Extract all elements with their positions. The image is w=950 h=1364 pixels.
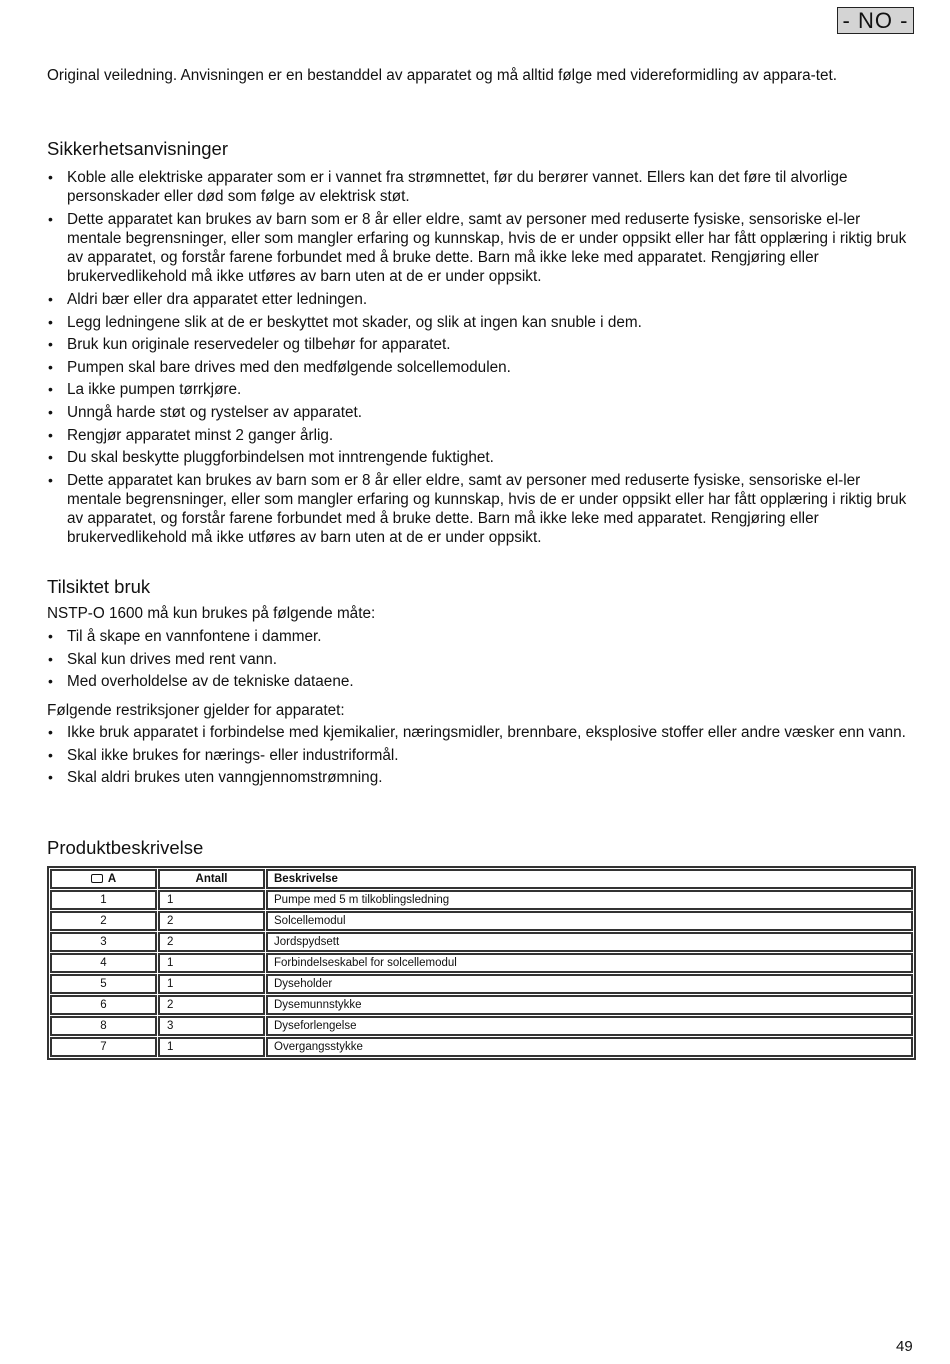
cell-qty: 2	[158, 911, 265, 931]
table-row	[50, 890, 913, 911]
list-item: • Skal ikke brukes for nærings- eller industriformål.	[47, 746, 915, 765]
column-header-ref-label: A	[107, 873, 117, 885]
intended-use-lead: NSTP-O 1600 må kun brukes på følgende måte:	[47, 605, 376, 622]
safety-list	[47, 168, 915, 551]
list-item: • Pumpen skal bare drives med den medfølgende solcellemodulen.	[47, 358, 915, 377]
column-header-desc: Beskrivelse	[266, 869, 913, 889]
safety-heading: Sikkerhetsanvisninger	[47, 138, 228, 159]
restrictions-lead: Følgende restriksjoner gjelder for apparatet:	[47, 702, 345, 719]
cell-desc: Pumpe med 5 m tilkoblingsledning	[266, 890, 913, 910]
cell-qty: 1	[158, 974, 265, 994]
cell-qty: 1	[158, 1037, 265, 1057]
list-item: • Aldri bær eller dra apparatet etter ledningen.	[47, 290, 915, 309]
cell-ref: 5	[50, 974, 157, 994]
list-item: • Dette apparatet kan brukes av barn som er 8 år eller eldre, samt av personer med reduserte fysiske, sensoriske el-ler mentale begrensninger, eller som mangler erfaring og kunnskap, hvis de er under oppsikt eller har fått opplæring i riktig bruk av apparatet, og forstår farene forbundet med å bruke dette. Barn må ikke leke med apparatet. Rengjøring eller brukervedlikehold må ikke utføres av barn uten at de er under oppsikt.	[47, 210, 915, 287]
cell-ref: 7	[50, 1037, 157, 1057]
table-header-row	[50, 869, 913, 890]
list-item: • Med overholdelse av de tekniske dataene.	[47, 672, 915, 691]
cell-desc: Forbindelseskabel for solcellemodul	[266, 953, 913, 973]
intended-use-heading: Tilsiktet bruk	[47, 576, 151, 597]
cell-desc: Dyseforlengelse	[266, 1016, 913, 1036]
cell-ref: 1	[50, 890, 157, 910]
cell-qty: 3	[158, 1016, 265, 1036]
column-header-ref	[50, 869, 157, 889]
restrictions-list	[47, 723, 915, 791]
column-header-qty: Antall	[158, 869, 265, 889]
list-item: • La ikke pumpen tørrkjøre.	[47, 380, 915, 399]
list-item: • Skal kun drives med rent vann.	[47, 650, 915, 669]
list-item: • Rengjør apparatet minst 2 ganger årlig.	[47, 426, 915, 445]
cell-ref: 2	[50, 911, 157, 931]
cell-desc: Overgangsstykke	[266, 1037, 913, 1057]
table-row	[50, 932, 913, 953]
page-number: 49	[896, 1338, 913, 1355]
cell-desc: Solcellemodul	[266, 911, 913, 931]
list-item: • Du skal beskytte pluggforbindelsen mot inntrengende fuktighet.	[47, 448, 915, 467]
book-icon	[91, 874, 103, 883]
list-item: • Til å skape en vannfontene i dammer.	[47, 627, 915, 646]
table-row	[50, 911, 913, 932]
language-badge: - NO -	[837, 7, 914, 34]
table-row	[50, 974, 913, 995]
table-row	[50, 953, 913, 974]
list-item: • Legg ledningene slik at de er beskyttet mot skader, og slik at ingen kan snuble i dem.	[47, 313, 915, 332]
cell-qty: 2	[158, 932, 265, 952]
table-row	[50, 1016, 913, 1037]
table-row	[50, 1037, 913, 1058]
list-item: • Bruk kun originale reservedeler og tilbehør for apparatet.	[47, 335, 915, 354]
list-item: • Koble alle elektriske apparater som er i vannet fra strømnettet, før du berører vannet. Ellers kan det føre til alvorlige personskader eller død som følge av elektrisk støt.	[47, 168, 915, 206]
intended-use-list	[47, 627, 915, 695]
list-item: • Skal aldri brukes uten vanngjennomstrømning.	[47, 768, 915, 787]
cell-desc: Jordspydsett	[266, 932, 913, 952]
cell-ref: 3	[50, 932, 157, 952]
list-item: • Ikke bruk apparatet i forbindelse med kjemikalier, næringsmidler, brennbare, eksplosive stoffer eller andre væsker enn vann.	[47, 723, 915, 742]
cell-ref: 4	[50, 953, 157, 973]
table-row	[50, 995, 913, 1016]
product-heading: Produktbeskrivelse	[47, 837, 204, 858]
cell-qty: 1	[158, 953, 265, 973]
cell-ref: 6	[50, 995, 157, 1015]
list-item: • Unngå harde støt og rystelser av apparatet.	[47, 403, 915, 422]
cell-desc: Dysemunnstykke	[266, 995, 913, 1015]
cell-qty: 1	[158, 890, 265, 910]
parts-table	[47, 866, 916, 1060]
intro-text: Original veiledning. Anvisningen er en bestanddel av apparatet og må alltid følge med videreformidling av appara-tet.	[47, 67, 837, 84]
cell-desc: Dyseholder	[266, 974, 913, 994]
list-item: • Dette apparatet kan brukes av barn som er 8 år eller eldre, samt av personer med reduserte fysiske, sensoriske el-ler mentale begrensninger, eller som mangler erfaring og kunnskap, hvis de er under oppsikt eller har fått opplæring i riktig bruk av apparatet, og forstår farene forbundet med å bruke dette. Barn må ikke leke med apparatet. Rengjøring eller brukervedlikehold må ikke utføres av barn uten at de er under oppsikt.	[47, 471, 915, 548]
cell-ref: 8	[50, 1016, 157, 1036]
cell-qty: 2	[158, 995, 265, 1015]
